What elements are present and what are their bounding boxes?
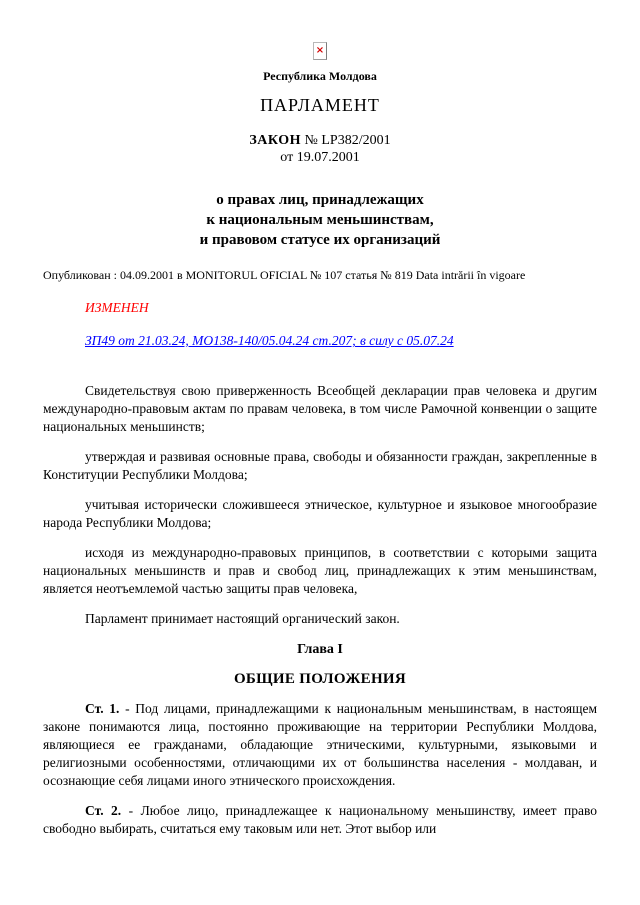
document-title-line-2: к национальным меньшинствам, [206, 212, 434, 228]
broken-image-icon: × [313, 42, 327, 60]
emblem-image-slot [43, 42, 597, 60]
law-label: ЗАКОН [249, 133, 301, 148]
law-number: № LP382/2001 [301, 133, 391, 148]
article-1-label: Ст. 1. [85, 701, 120, 716]
document-title-line-1: о правах лиц, принадлежащих [216, 192, 424, 208]
document-title-line-3: и правовом статусе их организаций [199, 232, 441, 248]
preamble-paragraph: Парламент принимает настоящий органический закон. [85, 611, 400, 626]
article-2-label: Ст. 2. [85, 803, 122, 818]
amendment-status-label: ИЗМЕНЕН [85, 300, 149, 315]
preamble-paragraph: Свидетельствуя свою приверженность Всеобщей декларации прав человека и другим международно-правовым актам по правам человека, в том числе Рамочной конвенции о защите национальных меньшинств; [43, 383, 597, 434]
preamble-paragraph: исходя из международно-правовых принципов, в соответствии с которыми защита национальных меньшинств и прав и свобод лиц, принадлежащих к этим меньшинствам, является неотъемлемой частью защиты прав человека, [43, 545, 597, 596]
article-1-text: - Под лицами, принадлежащими к национальным меньшинствам, в настоящем законе понимаются лица, постоянно проживающие на территории Республики Молдова, являющиеся ее гражданами, обладающие этническими, культурными, языковыми и религиозными особенностями, отличающими их от большинства населения - молдаван, и осознающие себя лицами иного этнического происхождения. [43, 701, 598, 788]
chapter-number: Глава I [297, 642, 343, 657]
chapter-title: ОБЩИЕ ПОЛОЖЕНИЯ [233, 671, 407, 687]
law-number-line [43, 132, 597, 149]
article-2-text: - Любое лицо, принадлежащее к национальному меньшинству, имеет право свободно выбирать, считаться ему таковым или нет. Этот выбор или [43, 803, 598, 836]
preamble-paragraph: учитывая исторически сложившееся этническое, культурное и языковое многообразие народа Республики Молдова; [43, 497, 597, 530]
law-body [43, 382, 597, 838]
law-date: от 19.07.2001 [280, 150, 360, 165]
institution-name: ПАРЛАМЕНТ [260, 95, 380, 115]
article-paragraph [43, 802, 597, 838]
document-header [43, 42, 597, 250]
publication-info: Опубликован : 04.09.2001 в MONITORUL OFICIAL № 107 статья № 819 Data intrării în vigoare [43, 268, 526, 282]
article-paragraph [43, 700, 597, 790]
preamble-paragraph: утверждая и развивая основные права, свободы и обязанности граждан, закрепленные в Конституции Республики Молдова; [43, 449, 597, 482]
amendment-link[interactable]: ЗП49 от 21.03.24, МО138-140/05.04.24 ст.207; в силу с 05.07.24 [85, 333, 454, 348]
document-title [43, 190, 597, 250]
country-name: Республика Молдова [263, 69, 377, 83]
amendment-link-line [43, 332, 597, 349]
